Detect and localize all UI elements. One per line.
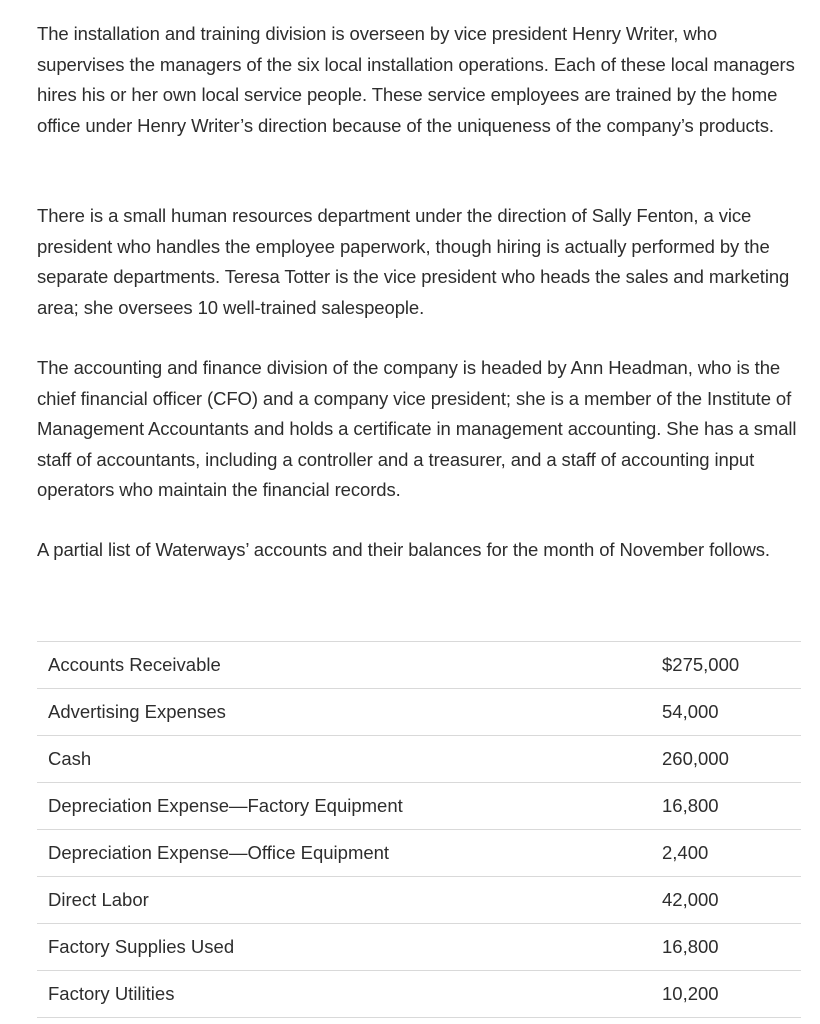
account-name: Accounts Receivable	[37, 642, 648, 689]
account-name: Depreciation Expense—Office Equipment	[37, 830, 648, 877]
table-row	[37, 642, 801, 689]
account-name: Direct Labor	[37, 877, 648, 924]
table-row	[37, 736, 801, 783]
table-row	[37, 877, 801, 924]
paragraph-human-resources: There is a small human resources department under the direction of Sally Fenton, a vice president who handles the employee paperwork, though hiring is actually performed by the separate departments. Teresa Totter is the vice president who heads the sales and marketing area; she oversees 10 well-trained salespeople.	[37, 205, 790, 318]
account-amount: $275,000	[648, 642, 801, 689]
account-name: Factory Supplies Used	[37, 924, 648, 971]
account-amount: 42,000	[648, 877, 801, 924]
account-amount: 10,200	[648, 971, 801, 1018]
table-row	[37, 689, 801, 736]
account-amount: 16,800	[648, 924, 801, 971]
table-row	[37, 830, 801, 877]
account-name: Depreciation Expense—Factory Equipment	[37, 783, 648, 830]
table-row	[37, 783, 801, 830]
accounts-table	[37, 641, 801, 1018]
account-amount: 2,400	[648, 830, 801, 877]
account-amount: 16,800	[648, 783, 801, 830]
paragraph-installation-division: The installation and training division is overseen by vice president Henry Writer, who supervises the managers of the six local installation operations. Each of these local managers hires his or her own local service people. These service employees are trained by the home office under Henry Writer’s direction because of the uniqueness of the company’s products.	[37, 23, 795, 136]
account-name: Advertising Expenses	[37, 689, 648, 736]
account-amount: 260,000	[648, 736, 801, 783]
paragraph-accounting-finance: The accounting and finance division of the company is headed by Ann Headman, who is the chief financial officer (CFO) and a company vice president; she is a member of the Institute of Management Accountants and holds a certificate in management accounting. She has a small staff of accountants, including a controller and a treasurer, and a staff of accounting input operators who maintain the financial records.	[37, 357, 797, 500]
table-row	[37, 971, 801, 1018]
paragraph-account-list-intro: A partial list of Waterways’ accounts and their balances for the month of November follows.	[37, 539, 770, 560]
account-name: Factory Utilities	[37, 971, 648, 1018]
account-name: Cash	[37, 736, 648, 783]
table-row	[37, 924, 801, 971]
account-amount: 54,000	[648, 689, 801, 736]
